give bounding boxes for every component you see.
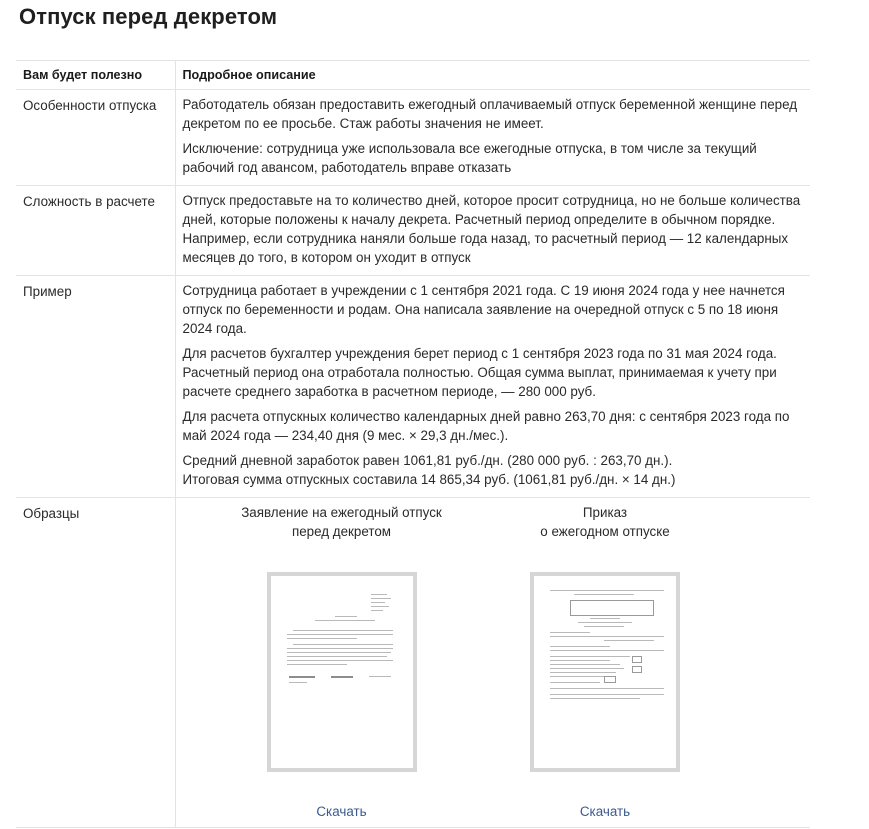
column-header-useful: Вам будет полезно <box>16 61 175 90</box>
download-link[interactable]: Скачать <box>579 804 631 819</box>
row-description <box>175 276 810 498</box>
description-paragraph: Отпуск предоставьте на то количество дней, которое просит сотрудница, но не больше количества дней, которые положены к началу декрета. Расчетный период определите в обычном порядке. Например, если сотрудника наняли больше года назад, то расчетный период — 12 календарных месяцев до того, в котором он уходит в отпуск <box>182 193 801 265</box>
description-paragraph: Для расчета отпускных количество календарных дней равно 263,70 дня: с сентября 2023 года по май 2024 года — 234,40 дня (9 мес. × 29,3 дн./мес.). <box>182 409 790 443</box>
document-thumbnail[interactable] <box>530 572 680 772</box>
row-label: Образцы <box>16 498 175 828</box>
table-header-row <box>16 61 810 90</box>
description-paragraph: Работодатель обязан предоставить ежегодный оплачиваемый отпуск беременной женщине перед декретом по ее просьбе. Стаж работы значения не имеет. <box>182 97 798 131</box>
table-row-samples <box>16 498 810 828</box>
description-paragraph: Сотрудница работает в учреждении с 1 сентября 2021 года. С 19 июня 2024 года у нее начнется отпуск по беременности и родам. Она написала заявление на очередной отпуск с 5 по 18 июня 2024 года. <box>182 283 785 336</box>
sample-title-line: Заявление на ежегодный отпуск <box>241 505 442 520</box>
row-description <box>175 90 810 186</box>
row-label: Пример <box>16 276 175 498</box>
table-row <box>16 186 810 276</box>
sample-title-line: о ежегодном отпуске <box>540 524 670 539</box>
info-table <box>16 60 810 828</box>
samples-cell <box>175 498 810 828</box>
document-page-preview <box>534 576 676 768</box>
row-label: Особенности отпуска <box>16 90 175 186</box>
download-link[interactable]: Скачать <box>316 804 367 819</box>
row-label: Сложность в расчете <box>16 186 175 276</box>
document-page-preview <box>271 576 413 768</box>
sample-title-line: Приказ <box>582 505 628 520</box>
sample-order <box>490 503 720 821</box>
sample-title <box>490 503 720 541</box>
page-title: Отпуск перед декретом <box>19 4 278 29</box>
row-description <box>175 186 810 276</box>
table-row <box>16 90 810 186</box>
document-thumbnail[interactable] <box>267 572 417 772</box>
description-paragraph: Для расчетов бухгалтер учреждения берет период с 1 сентября 2023 года по 31 мая 2024 года. Расчетный период она отработала полностью. Общая сумма выплат, принимаемая к учету при расчете среднего заработка в расчетном периоде, — 280 000 руб. <box>182 346 777 399</box>
table-row <box>16 276 810 498</box>
sample-application <box>227 503 457 821</box>
sample-title-line: перед декретом <box>291 524 392 539</box>
sample-title <box>227 503 457 541</box>
description-paragraph: Средний дневной заработок равен 1061,81 руб./дн. (280 000 руб. : 263,70 дн.). Итоговая сумма отпускных составила 14 865,34 руб. (1061,81 руб./дн. × 14 дн.) <box>182 453 676 487</box>
description-paragraph: Исключение: сотрудница уже использовала все ежегодные отпуска, в том числе за текущий рабочий год авансом, работодатель вправе отказать <box>182 141 757 175</box>
column-header-description: Подробное описание <box>175 61 810 90</box>
samples-list <box>183 503 804 821</box>
